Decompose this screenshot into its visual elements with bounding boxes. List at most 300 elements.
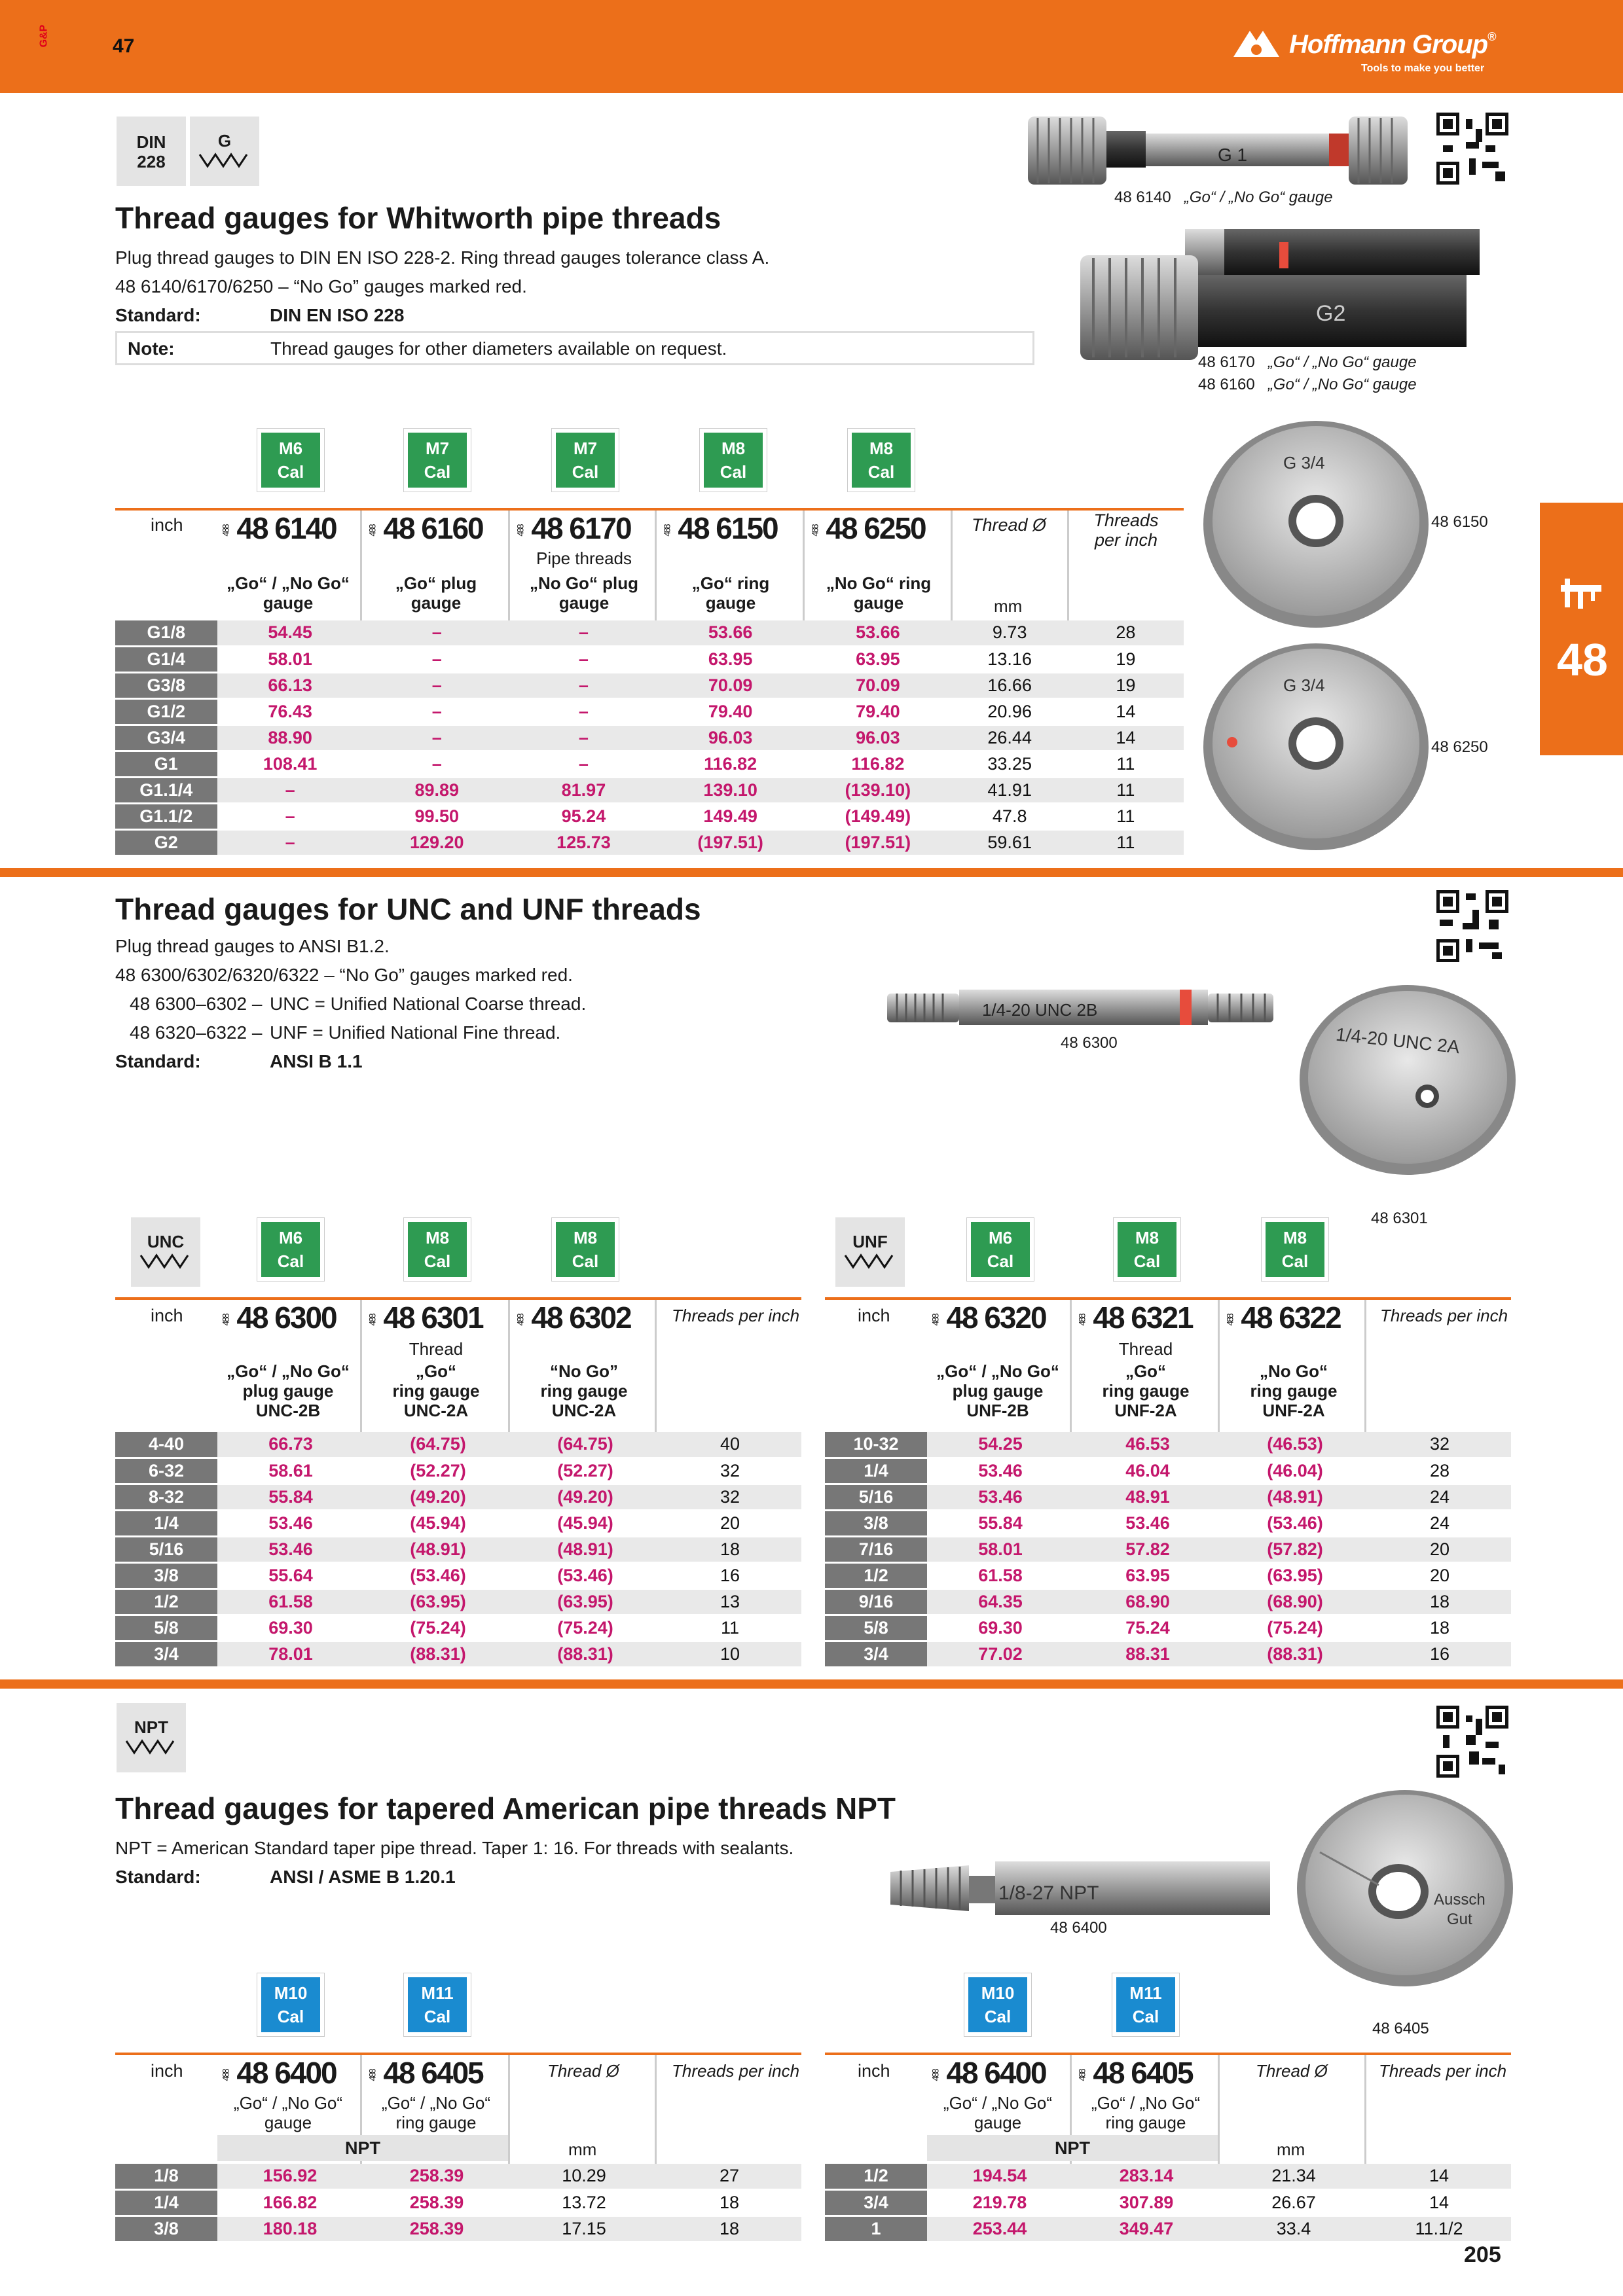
group-label: NPT (217, 2135, 508, 2161)
table-cell-length: 53.46 (927, 1484, 1074, 1510)
table-cell-length: 53.46 (927, 1458, 1074, 1484)
table-cell: 14 (1367, 2189, 1511, 2215)
table-cell-length: (45.94) (512, 1510, 659, 1536)
table-row (115, 1562, 801, 1588)
standard-value: DIN EN ISO 228 (270, 305, 405, 325)
table-cell: 28 (1068, 620, 1184, 646)
table-cell-length: (53.46) (512, 1562, 659, 1588)
table-cell-length: 53.46 (217, 1536, 364, 1562)
caption-486300: 48 6300 (1061, 1034, 1118, 1052)
tolerance-badge: M10 Cal (257, 1973, 325, 2037)
unit-mm: mm (994, 596, 1023, 616)
table-row (825, 2164, 1511, 2189)
table-cell-length: 48.91 (1074, 1484, 1222, 1510)
table-cell-length: 116.82 (657, 751, 804, 777)
tolerance-badge: M8 Cal (1261, 1217, 1329, 1282)
tolerance-badge: M6 Cal (966, 1217, 1034, 1282)
table-cell: 10 (659, 1641, 801, 1667)
table-cell-length: 307.89 (1072, 2189, 1220, 2215)
standard-value: ANSI B 1.1 (270, 1051, 363, 1071)
sub-header: “No Go” ring gauge UNC-2A (540, 1361, 628, 1420)
table-cell: 32 (1368, 1432, 1511, 1458)
table-cell: 20 (1368, 1536, 1511, 1562)
row-size-label: 3/4 (825, 1641, 927, 1667)
tolerance-badge: M7 Cal (551, 428, 619, 492)
desc-line-1: Plug thread gauges to ANSI B1.2. (115, 936, 390, 956)
table-cell-length: 129.20 (363, 829, 511, 855)
table-cell-length: 219.78 (927, 2189, 1072, 2215)
table-cell: 11 (659, 1615, 801, 1641)
desc-line-3a: 48 6300–6302 – (130, 994, 263, 1014)
row-size-label: 6-32 (115, 1458, 217, 1484)
row-size-label: 5/8 (115, 1615, 217, 1641)
sub-header: „No Go“ ring gauge UNF-2A (1250, 1361, 1338, 1420)
col-thread-diameter: Thread Ø (972, 515, 1047, 535)
row-size-label: 4-40 (115, 1432, 217, 1458)
table-cell-length: (52.27) (512, 1458, 659, 1484)
desc-line-2: 48 6300/6302/6320/6322 – “No Go” gauges marked red. (115, 965, 573, 985)
table-cell-length: 76.43 (217, 698, 363, 725)
table-cell-length: – (511, 646, 657, 672)
table-cell-length: 61.58 (217, 1588, 364, 1615)
row-size-label: 3/8 (115, 2215, 217, 2242)
table-cell-length: (88.31) (364, 1641, 512, 1667)
col-inch: inch (858, 2061, 890, 2081)
sub-header: „Go“ ring gauge (691, 573, 770, 613)
unf-thread-icon: UNF (835, 1217, 905, 1287)
table-cell-length: 58.61 (217, 1458, 364, 1484)
col-thread-diameter: Thread Ø (1256, 2061, 1328, 2081)
row-size-label: 3/8 (825, 1510, 927, 1536)
table-cell-length: 253.44 (927, 2215, 1072, 2242)
table-cell: 18 (659, 1536, 801, 1562)
table-cell-length: 96.03 (804, 725, 951, 751)
row-size-label: 5/16 (115, 1536, 217, 1562)
ring-gauge-image-486250 (1198, 639, 1434, 855)
table-row (115, 2215, 801, 2242)
table-cell-length: – (217, 803, 363, 829)
article-number: 488 48 6301 (367, 1300, 483, 1335)
article-number: 488 48 6405 (1076, 2056, 1193, 2090)
category-tab[interactable] (1540, 503, 1623, 755)
table-cell-length: 55.64 (217, 1562, 364, 1588)
plug-gauge-image-486400 (884, 1852, 1277, 1924)
table-cell-length: 79.40 (657, 698, 804, 725)
table-cell-length: 180.18 (217, 2215, 363, 2242)
table-cell-length: – (217, 829, 363, 855)
table-cell: 18 (1368, 1588, 1511, 1615)
desc-line-4a: 48 6320–6322 – (130, 1022, 263, 1043)
standard-label: Standard: (115, 1051, 201, 1071)
table-cell-length: 125.73 (511, 829, 657, 855)
tolerance-badge: M8 Cal (551, 1217, 619, 1282)
table-row (115, 698, 1184, 725)
table-cell-length: 258.39 (363, 2215, 511, 2242)
unit-mm: mm (1277, 2140, 1305, 2159)
caption-486170: 48 6170 „Go“ / „No Go“ gauge (1198, 353, 1417, 371)
col-threads-per-inch: Threads per inch (672, 1306, 800, 1325)
row-size-label: G1/2 (115, 698, 217, 725)
article-number: 488 48 6170 (515, 511, 631, 545)
row-size-label: 1/2 (825, 1562, 927, 1588)
table-cell-length: (48.91) (512, 1536, 659, 1562)
table-row (115, 1510, 801, 1536)
article-number: 488 48 6302 (515, 1300, 631, 1335)
table-cell-length: 108.41 (217, 751, 363, 777)
table-cell-length: 194.54 (927, 2164, 1072, 2189)
svg-text:G2: G2 (1316, 301, 1346, 326)
table-cell: 20 (1368, 1562, 1511, 1588)
table-cell: 33.4 (1220, 2215, 1367, 2242)
table-cell-length: 79.40 (804, 698, 951, 725)
col-threads-per-inch: Threads per inch (1380, 1306, 1508, 1325)
table-cell: 24 (1368, 1510, 1511, 1536)
row-size-label: G1.1/4 (115, 777, 217, 803)
table-cell-length: – (363, 646, 511, 672)
row-size-label: G1/8 (115, 620, 217, 646)
table-cell-length: 166.82 (217, 2189, 363, 2215)
table-cell-length: 78.01 (217, 1641, 364, 1667)
article-number: 488 48 6400 (220, 2056, 337, 2090)
row-size-label: 5/16 (825, 1484, 927, 1510)
table-row (115, 672, 1184, 698)
table-cell: 14 (1068, 698, 1184, 725)
table-cell-length: (48.91) (1222, 1484, 1368, 1510)
sub-header: „Go“ / „No Go“ gauge (233, 2093, 343, 2132)
sub-header: „Go“ / „No Go“ ring gauge (381, 2093, 491, 2132)
table-cell-length: 95.24 (511, 803, 657, 829)
table-cell: 11 (1068, 829, 1184, 855)
caption-486301: 48 6301 (1371, 1210, 1428, 1227)
gauge-image-486140 (1021, 111, 1414, 190)
table-cell: 11.1/2 (1367, 2215, 1511, 2242)
table-cell-length: (63.95) (1222, 1562, 1368, 1588)
table-cell-length: 258.39 (363, 2164, 511, 2189)
table-cell-length: – (217, 777, 363, 803)
desc-line-1: Plug thread gauges to DIN EN ISO 228-2. Ring thread gauges tolerance class A. (115, 247, 770, 268)
table-cell: 40 (659, 1432, 801, 1458)
table-row (115, 829, 1184, 855)
caliper-icon (1558, 575, 1604, 614)
note-text: Thread gauges for other diameters available on request. (270, 338, 727, 359)
unit-mm: mm (568, 2140, 597, 2159)
sub-header: „Go“ ring gauge UNF-2A (1102, 1361, 1190, 1420)
table-cell: 19 (1068, 672, 1184, 698)
row-size-label: 7/16 (825, 1536, 927, 1562)
table-cell-length: 63.95 (657, 646, 804, 672)
table-row (115, 2189, 801, 2215)
side-code: G&P (38, 24, 50, 48)
unf-table (825, 1432, 1511, 1668)
row-size-label: G2 (115, 829, 217, 855)
sub-header: „No Go“ plug gauge (529, 573, 639, 613)
table-row (115, 725, 1184, 751)
unc-thread-icon: UNC (131, 1217, 200, 1287)
table-cell: 17.15 (511, 2215, 657, 2242)
npt-table-right (825, 2164, 1511, 2243)
col-threads-per-inch: Threads per inch (672, 2061, 800, 2081)
table-row (825, 1536, 1511, 1562)
table-cell-length: – (511, 620, 657, 646)
article-number: 488 48 6140 (220, 511, 337, 545)
table-cell-length: (49.20) (364, 1484, 512, 1510)
table-cell-length: 55.84 (217, 1484, 364, 1510)
svg-text:G 3/4: G 3/4 (1283, 453, 1325, 473)
qr-code-icon[interactable] (1436, 890, 1508, 962)
table-row (115, 1588, 801, 1615)
article-number: 488 48 6150 (661, 511, 778, 545)
table-cell-length: (88.31) (512, 1641, 659, 1667)
table-cell-length: – (511, 725, 657, 751)
tolerance-badge: M8 Cal (1113, 1217, 1181, 1282)
table-cell-length: – (363, 698, 511, 725)
table-cell-length: (48.91) (364, 1536, 512, 1562)
table-cell-length: 88.90 (217, 725, 363, 751)
table-cell-length: 66.73 (217, 1432, 364, 1458)
svg-text:1/4-20 UNC 2B: 1/4-20 UNC 2B (982, 1000, 1098, 1020)
page-top-number: 47 (113, 35, 135, 57)
article-number: 488 48 6321 (1076, 1300, 1193, 1335)
section-title-whitworth: Thread gauges for Whitworth pipe threads (115, 201, 721, 235)
table-cell: 26.44 (952, 725, 1068, 751)
table-cell-length: 88.31 (1074, 1641, 1222, 1667)
svg-text:1/8-27 NPT: 1/8-27 NPT (998, 1882, 1099, 1904)
sub-header: „Go“ / „No Go“ gauge (943, 2093, 1053, 2132)
table-cell: 13.72 (511, 2189, 657, 2215)
caption-486250: 48 6250 (1431, 738, 1488, 756)
row-size-label: G1/4 (115, 646, 217, 672)
table-cell: 9.73 (952, 620, 1068, 646)
table-row (115, 751, 1184, 777)
ring-gauge-image-486301 (1296, 982, 1519, 1178)
table-cell-length: (52.27) (364, 1458, 512, 1484)
col-inch: inch (151, 1306, 183, 1325)
group-label: Pipe threads (536, 548, 632, 568)
table-cell: 11 (1068, 777, 1184, 803)
row-size-label: 1/4 (825, 1458, 927, 1484)
table-cell-length: 55.84 (927, 1510, 1074, 1536)
article-number: 488 48 6300 (220, 1300, 337, 1335)
table-cell: 21.34 (1220, 2164, 1367, 2189)
table-row (115, 777, 1184, 803)
table-cell-length: – (363, 620, 511, 646)
table-cell-length: 53.46 (1074, 1510, 1222, 1536)
category-number: 48 (1557, 634, 1608, 685)
table-row (115, 1641, 801, 1667)
table-cell-length: – (363, 672, 511, 698)
table-cell-length: 89.89 (363, 777, 511, 803)
table-cell-length: 63.95 (804, 646, 951, 672)
table-cell-length: 70.09 (657, 672, 804, 698)
section-title-npt: Thread gauges for tapered American pipe threads NPT (115, 1791, 896, 1825)
table-cell: 24 (1368, 1484, 1511, 1510)
logo-name: Hoffmann Group® (1289, 30, 1496, 59)
table-cell-length: (75.24) (364, 1615, 512, 1641)
row-size-label: 1/2 (115, 1588, 217, 1615)
article-number: 488 48 6320 (930, 1300, 1046, 1335)
table-cell-length: (57.82) (1222, 1536, 1368, 1562)
table-cell-length: 63.95 (1074, 1562, 1222, 1588)
table-cell: 10.29 (511, 2164, 657, 2189)
table-row (825, 1510, 1511, 1536)
tolerance-badge: M10 Cal (964, 1973, 1032, 2037)
table-cell: 59.61 (952, 829, 1068, 855)
table-row (825, 2189, 1511, 2215)
table-cell: 14 (1367, 2164, 1511, 2189)
row-size-label: 1/4 (115, 2189, 217, 2215)
table-cell-length: (63.95) (512, 1588, 659, 1615)
table-cell: 27 (657, 2164, 801, 2189)
table-cell-length: 149.49 (657, 803, 804, 829)
table-cell-length: (75.24) (1222, 1615, 1368, 1641)
svg-text:G 3/4: G 3/4 (1283, 675, 1325, 695)
qr-code-icon[interactable] (1436, 1706, 1508, 1778)
table-cell-length: 156.92 (217, 2164, 363, 2189)
caption-486405: 48 6405 (1372, 2020, 1429, 2037)
row-size-label: 10-32 (825, 1432, 927, 1458)
table-cell-length: 53.46 (217, 1510, 364, 1536)
table-row (825, 1562, 1511, 1588)
tolerance-badge: M11 Cal (1112, 1973, 1180, 2037)
npt-thread-icon: NPT (117, 1703, 186, 1772)
table-cell-length: 46.53 (1074, 1432, 1222, 1458)
row-size-label: 9/16 (825, 1588, 927, 1615)
svg-text:1/4-20 UNC 2A: 1/4-20 UNC 2A (1334, 1024, 1461, 1058)
ring-gauge-image-486405 (1294, 1787, 1516, 1990)
table-row (115, 2164, 801, 2189)
logo-slogan: Tools to make you better (1361, 63, 1485, 74)
table-row (115, 1615, 801, 1641)
caption-486150: 48 6150 (1431, 513, 1488, 531)
desc-line-2: 48 6140/6170/6250 – “No Go” gauges marked red. (115, 276, 527, 296)
table-cell: 41.91 (952, 777, 1068, 803)
table-cell-length: (64.75) (512, 1432, 659, 1458)
table-row (115, 803, 1184, 829)
table-cell: 14 (1068, 725, 1184, 751)
unc-table (115, 1432, 801, 1668)
table-cell-length: 116.82 (804, 751, 951, 777)
row-size-label: 3/4 (115, 1641, 217, 1667)
standard-value: ANSI / ASME B 1.20.1 (270, 1867, 456, 1887)
table-row (115, 620, 1184, 646)
table-cell-length: 68.90 (1074, 1588, 1222, 1615)
table-row (825, 1458, 1511, 1484)
table-cell-length: 99.50 (363, 803, 511, 829)
table-cell-length: 96.03 (657, 725, 804, 751)
caption-486140: 48 6140 „Go“ / „No Go“ gauge (1114, 188, 1333, 206)
article-number: 488 48 6400 (930, 2056, 1046, 2090)
sub-header: „Go“ / „No Go“ plug gauge UNF-2B (936, 1361, 1059, 1420)
table-cell-length: 139.10 (657, 777, 804, 803)
row-size-label: G1.1/2 (115, 803, 217, 829)
page-number: 205 (1464, 2242, 1501, 2267)
sub-header: „Go“ ring gauge UNC-2A (392, 1361, 480, 1420)
table-cell-length: 349.47 (1072, 2215, 1220, 2242)
section-separator (0, 868, 1623, 877)
table-cell-length: 54.25 (927, 1432, 1074, 1458)
row-size-label: G3/4 (115, 725, 217, 751)
table-row (115, 1536, 801, 1562)
table-cell: 16 (1368, 1641, 1511, 1667)
table-cell: 13 (659, 1588, 801, 1615)
table-cell-length: (197.51) (657, 829, 804, 855)
row-size-label: 1 (825, 2215, 927, 2242)
sub-header: „Go“ / „No Go“ plug gauge UNC-2B (227, 1361, 350, 1420)
ring-gauge-image-486150 (1198, 416, 1434, 632)
group-label: Thread (409, 1339, 464, 1359)
col-thread-diameter: Thread Ø (547, 2061, 619, 2081)
table-cell: 26.67 (1220, 2189, 1367, 2215)
npt-table-left (115, 2164, 801, 2243)
table-cell: 47.8 (952, 803, 1068, 829)
caption-486160: 48 6160 „Go“ / „No Go“ gauge (1198, 376, 1417, 393)
table-cell-length: 81.97 (511, 777, 657, 803)
table-cell-length: – (363, 725, 511, 751)
svg-text:G 1: G 1 (1218, 145, 1248, 165)
table-cell: 13.16 (952, 646, 1068, 672)
article-number: 488 48 6160 (367, 511, 483, 545)
tolerance-badge: M8 Cal (847, 428, 915, 492)
table-cell-length: 57.82 (1074, 1536, 1222, 1562)
table-cell-length: 58.01 (927, 1536, 1074, 1562)
group-label: NPT (927, 2135, 1218, 2161)
table-row (115, 646, 1184, 672)
col-threads-per-inch: Threads per inch (1093, 511, 1159, 550)
table-cell-length: 77.02 (927, 1641, 1074, 1667)
tolerance-badge: M7 Cal (403, 428, 471, 492)
table-cell-length: (75.24) (512, 1615, 659, 1641)
note-label: Note: (128, 338, 175, 359)
row-size-label: 5/8 (825, 1615, 927, 1641)
row-size-label: 8-32 (115, 1484, 217, 1510)
table-row (825, 1615, 1511, 1641)
table-cell-length: (197.51) (804, 829, 951, 855)
sub-header: „No Go“ ring gauge (826, 573, 932, 613)
table-cell-length: (149.49) (804, 803, 951, 829)
table-row (825, 1484, 1511, 1510)
col-threads-per-inch: Threads per inch (1379, 2061, 1507, 2081)
table-cell-length: 75.24 (1074, 1615, 1222, 1641)
table-cell-length: (64.75) (364, 1432, 512, 1458)
tolerance-badge: M6 Cal (257, 1217, 325, 1282)
qr-code-icon[interactable] (1436, 113, 1508, 185)
table-row (825, 1588, 1511, 1615)
table-cell-length: 54.45 (217, 620, 363, 646)
row-size-label: G3/8 (115, 672, 217, 698)
table-cell-length: 69.30 (217, 1615, 364, 1641)
logo[interactable] (1230, 26, 1505, 79)
standard-label: Standard: (115, 305, 201, 325)
tolerance-badge: M8 Cal (403, 1217, 471, 1282)
table-cell-length: (46.53) (1222, 1432, 1368, 1458)
article-number: 488 48 6405 (367, 2056, 483, 2090)
table-cell: 32 (659, 1458, 801, 1484)
table-cell-length: 58.01 (217, 646, 363, 672)
row-size-label: 3/4 (825, 2189, 927, 2215)
din-standard-icon: DIN 228 (117, 117, 186, 186)
article-number: 488 48 6322 (1224, 1300, 1341, 1335)
sub-header: „Go“ / „No Go“ ring gauge (1091, 2093, 1201, 2132)
table-cell: 11 (1068, 803, 1184, 829)
col-inch: inch (858, 1306, 890, 1325)
tolerance-badge: M11 Cal (403, 1973, 471, 2037)
desc-line-4b: UNF = Unified National Fine thread. (270, 1022, 561, 1043)
table-cell-length: 69.30 (927, 1615, 1074, 1641)
table-cell-length: (63.95) (364, 1588, 512, 1615)
table-row (825, 1432, 1511, 1458)
table-row (115, 1484, 801, 1510)
tolerance-badge: M8 Cal (699, 428, 767, 492)
